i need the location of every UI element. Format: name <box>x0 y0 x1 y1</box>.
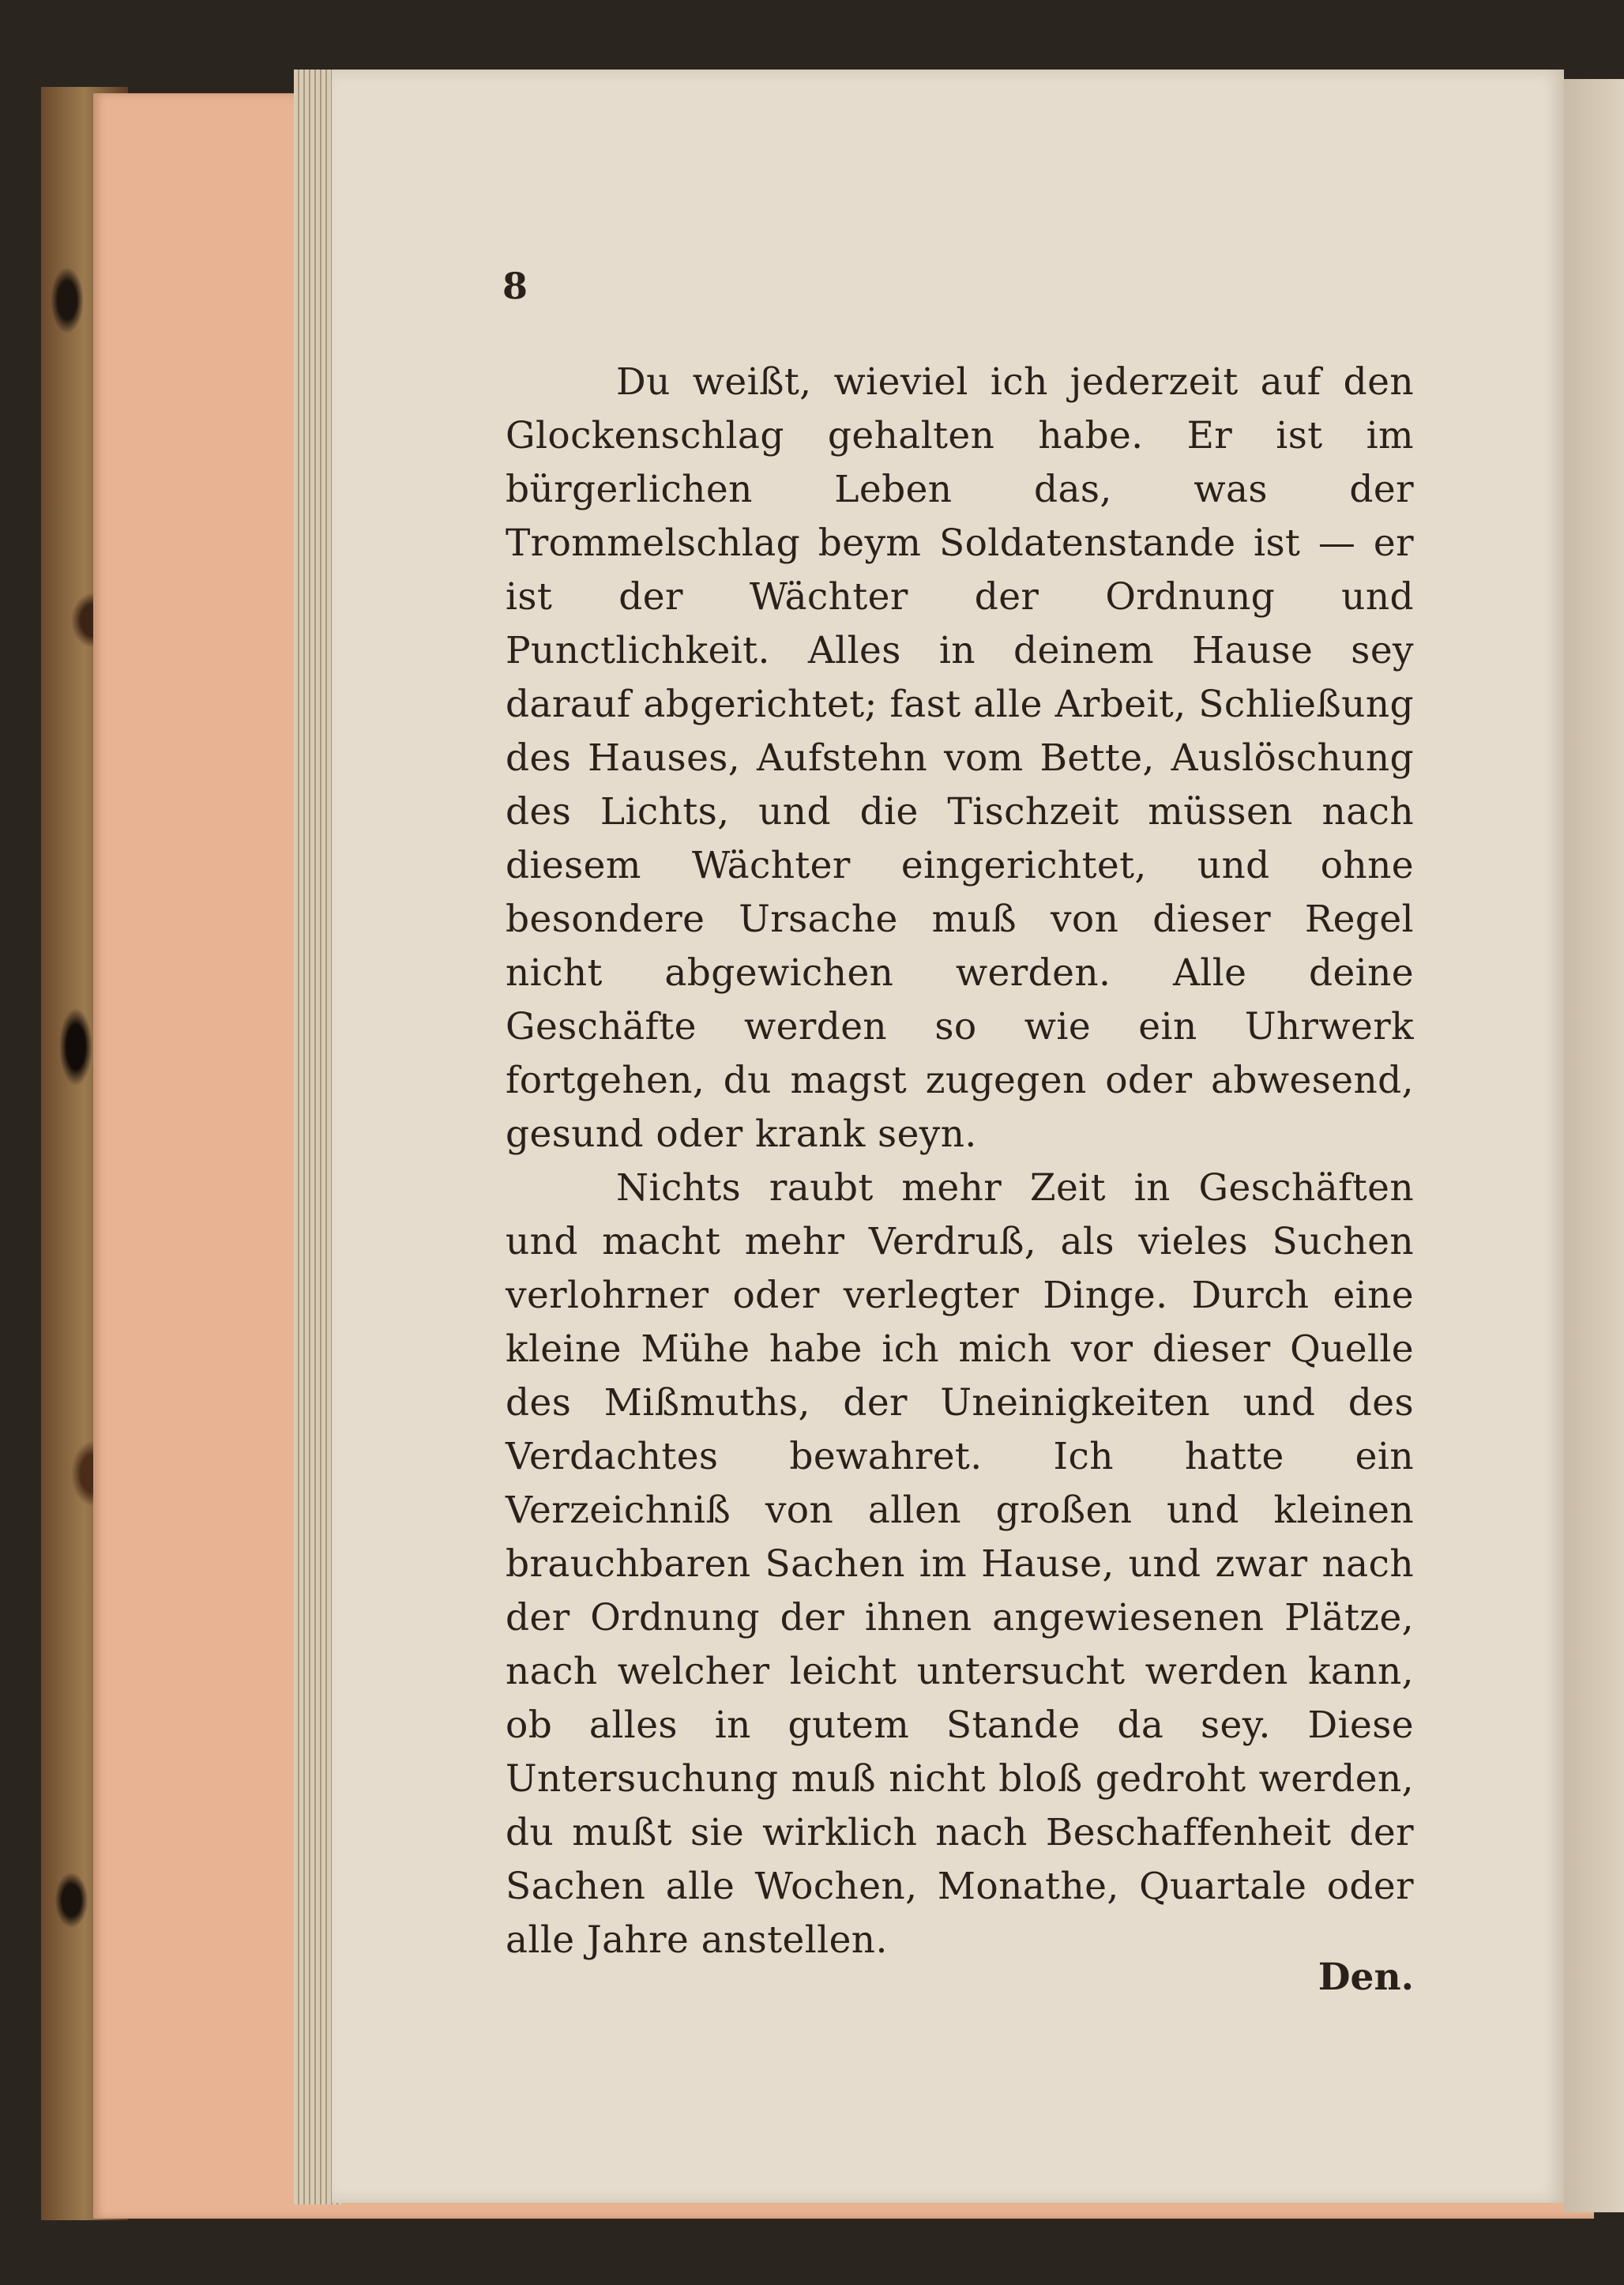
page-number: 8 <box>502 265 528 307</box>
catchword: Den. <box>1318 1956 1414 1999</box>
body-text <box>506 356 1414 1967</box>
paragraph-2: Nichts raubt mehr Zeit in Geschäften und macht mehr Verdruß, als vieles Suchen verlohrner oder verlegter Dinge. Durch eine kleine Mühe habe ich mich vor dieser Quelle des Mißmuths, der Uneinigkeiten und des Verdachtes bewahret. Ich hatte ein Verzeichniß von allen großen und kleinen brauchbaren Sachen im Hause, und zwar nach der Ordnung der ihnen angewiesenen Plätze, nach welcher leicht untersucht werden kann, ob alles in gutem Stande da sey. Diese Untersuchung muß nicht bloß gedroht werden, du mußt sie wirklich nach Beschaffenheit der Sachen alle Wochen, Monathe, Quartale oder alle Jahre anstellen. <box>506 1166 1414 1962</box>
paragraph-1: Du weißt, wieviel ich jederzeit auf den Glockenschlag gehalten habe. Er ist im bürgerlichen Leben das, was der Trommelschlag beym Soldatenstande ist — er ist der Wächter der Ordnung und Punctlichkeit. Alles in deinem Hause sey darauf abgerichtet; fast alle Arbeit, Schließung des Hauses, Aufstehn vom Bette, Auslöschung des Lichts, und die Tischzeit müssen nach diesem Wächter eingerichtet, und ohne besondere Ursache muß von dieser Regel nicht abgewichen werden. Alle deine Geschäfte werden so wie ein Uhrwerk fortgehen, du magst zugegen oder abwesend, gesund oder krank seyn. <box>506 360 1414 1156</box>
facing-page-edge <box>1564 79 1624 2212</box>
